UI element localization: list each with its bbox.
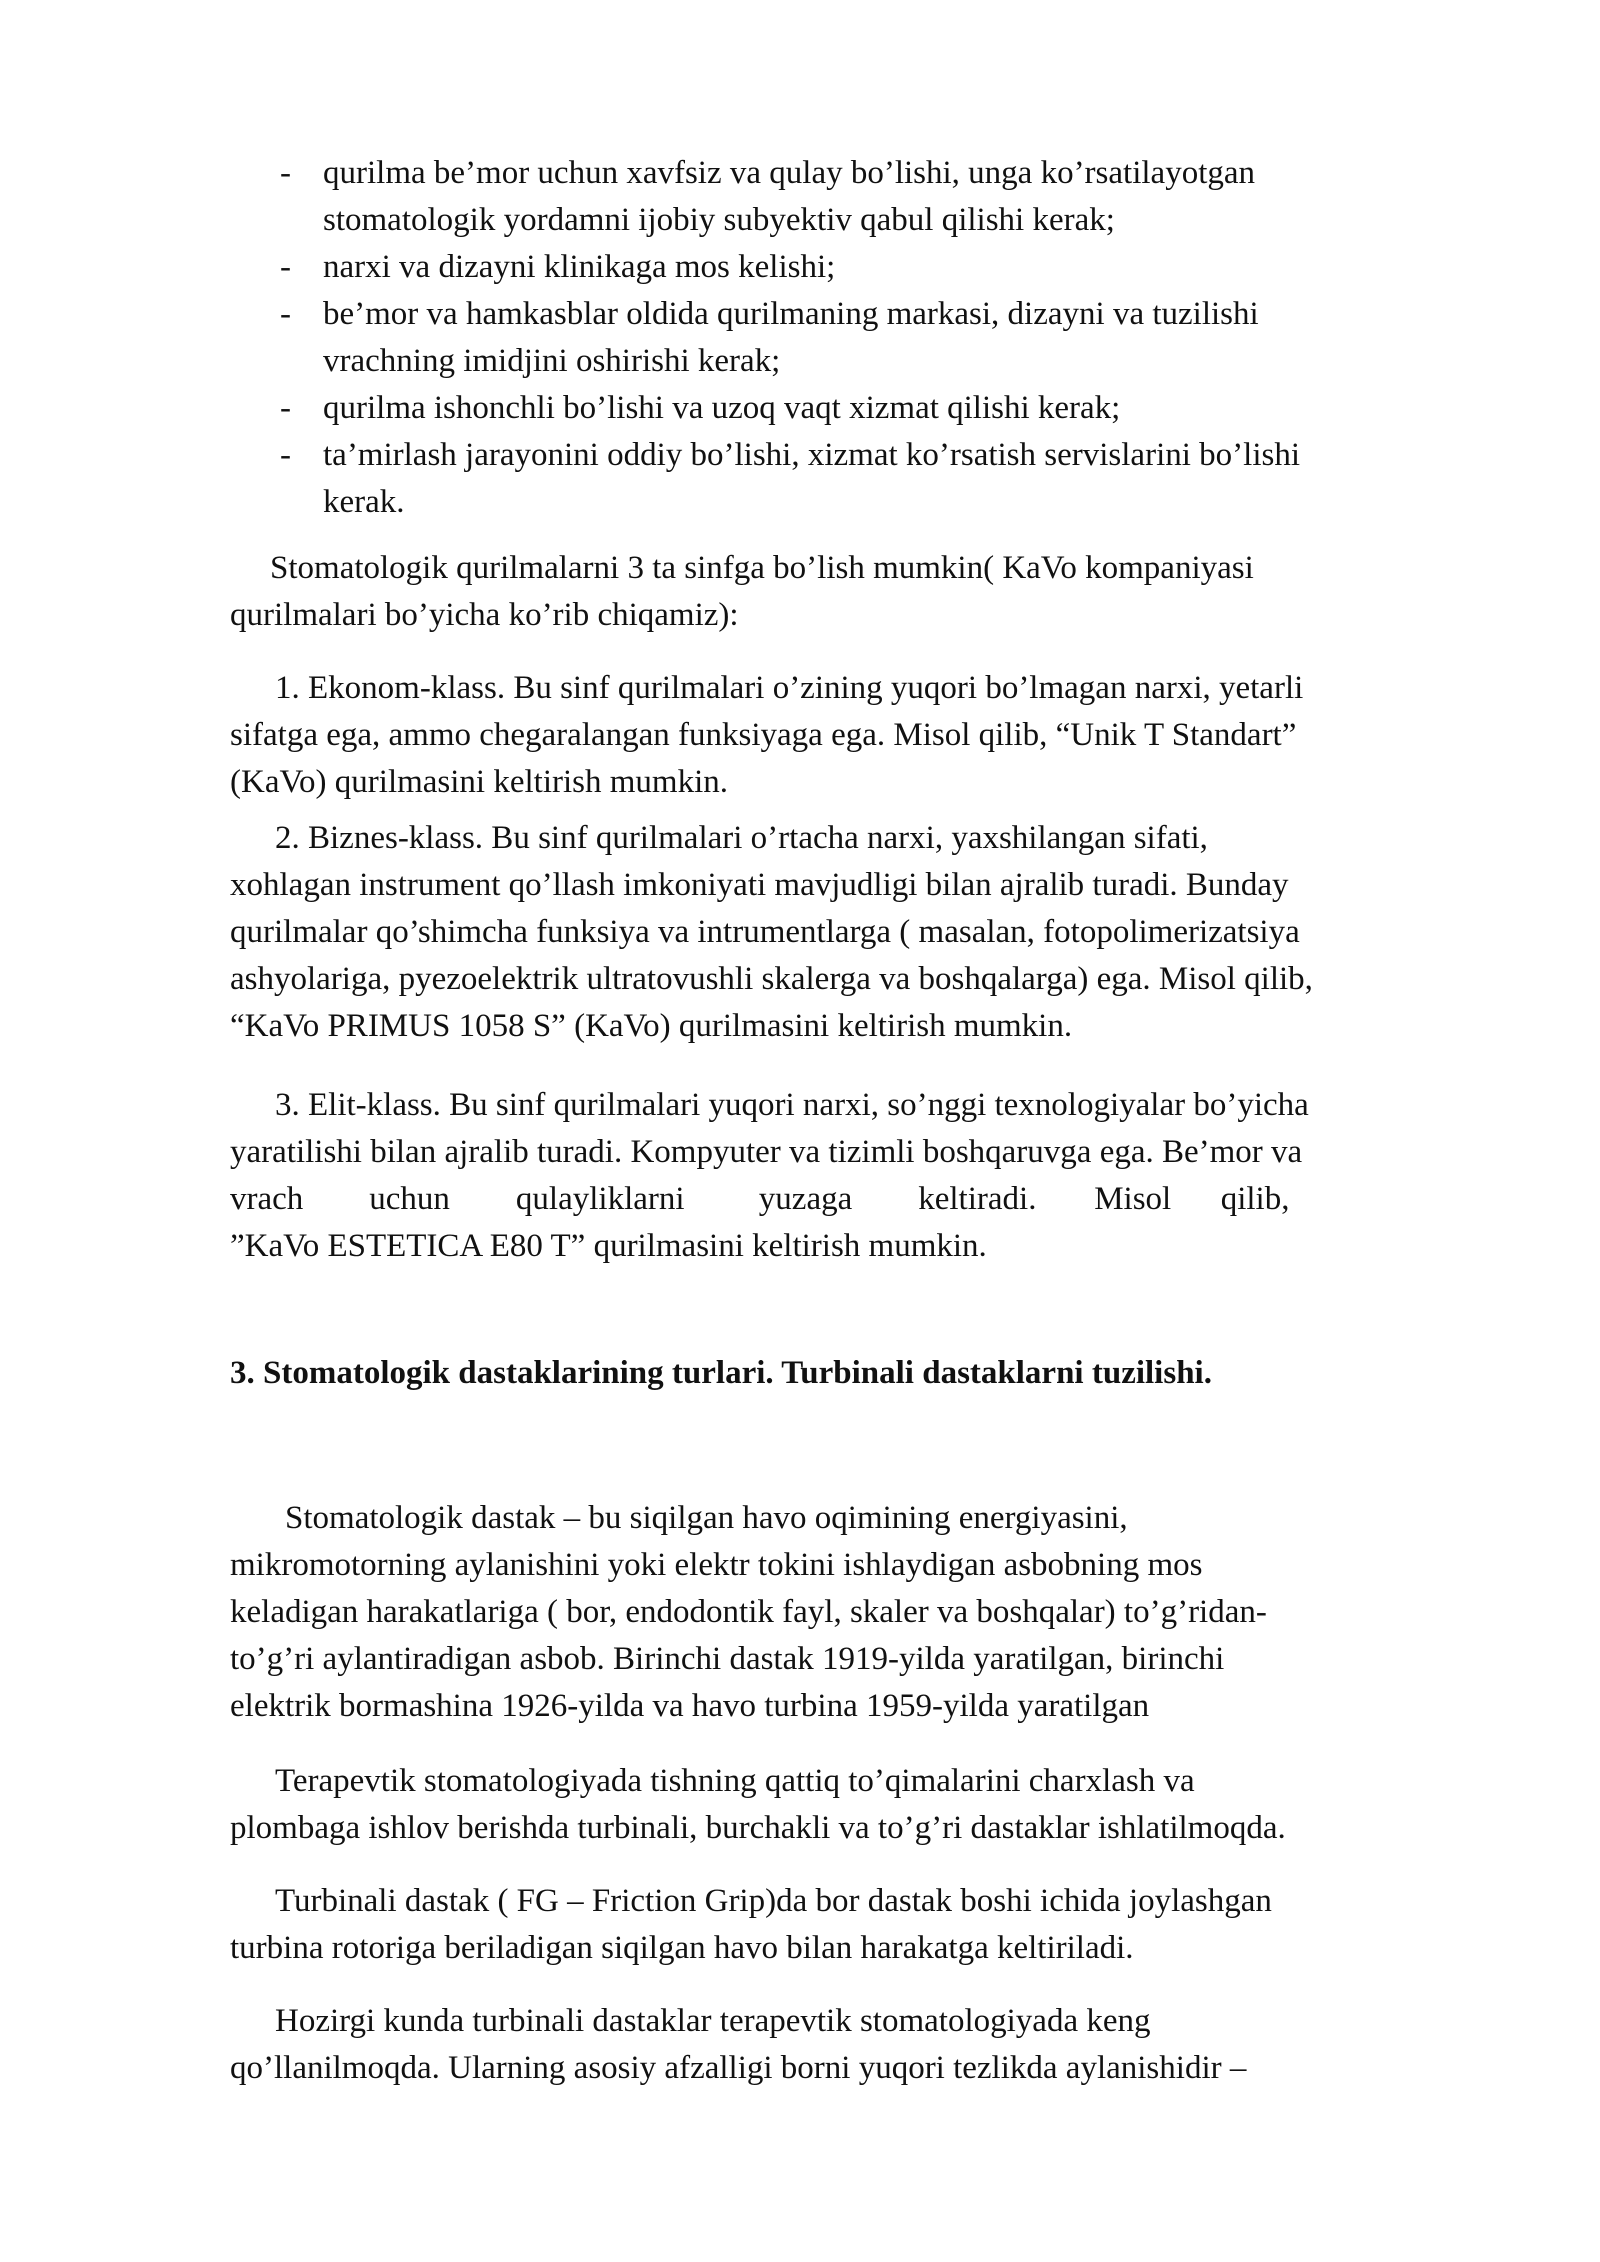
text-line: “KaVo PRIMUS 1058 S” (KaVo) qurilmasini keltirish mumkin. <box>230 1008 1073 1044</box>
text-line: Hozirgi kunda turbinali dastaklar terapevtik stomatologiyada keng <box>275 2003 1151 2039</box>
list-item <box>230 385 1470 432</box>
requirements-list <box>230 150 1470 526</box>
paragraph-therapy <box>230 1758 1470 1852</box>
text-line: Stomatologik qurilmalarni 3 ta sinfga bo’lish mumkin( KaVo kompaniyasi <box>270 550 1254 586</box>
paragraph-class-business <box>230 815 1470 1050</box>
text-line: 1. Ekonom-klass. Bu sinf qurilmalari o’zining yuqori bo’lmagan narxi, yetarli <box>275 670 1304 706</box>
list-item-line: ta’mirlash jarayonini oddiy bo’lishi, xizmat ko’rsatish servislarini bo’lishi <box>323 437 1300 473</box>
text-line: qo’llanilmoqda. Ularning asosiy afzalligi borni yuqori tezlikda aylanishidir – <box>230 2050 1247 2086</box>
list-item-line: qurilma be’mor uchun xavfsiz va qulay bo’lishi, unga ko’rsatilayotgan <box>323 155 1256 191</box>
text-line: sifatga ega, ammo chegaralangan funksiyaga ega. Misol qilib, “Unik T Standart” <box>230 717 1297 753</box>
text-line: 3. Elit-klass. Bu sinf qurilmalari yuqori narxi, so’nggi texnologiyalar bo’yicha <box>275 1087 1309 1123</box>
list-item-line: vrachning imidjini oshirishi kerak; <box>323 343 781 379</box>
text-line: to’g’ri aylantiradigan asbob. Birinchi dastak 1919-yilda yaratilgan, birinchi <box>230 1641 1225 1677</box>
list-item <box>230 432 1470 526</box>
text-line: Turbinali dastak ( FG – Friction Grip)da bor dastak boshi ichida joylashgan <box>275 1883 1272 1919</box>
paragraph-today <box>230 1998 1470 2092</box>
text-line: ”KaVo ESTETICA E80 T” qurilmasini keltirish mumkin. <box>230 1228 987 1264</box>
list-dash: - <box>280 296 291 332</box>
list-item <box>230 291 1470 385</box>
paragraph-turbine <box>230 1878 1470 1972</box>
paragraph-class-elite <box>230 1082 1470 1270</box>
text-line: Terapevtik stomatologiyada tishning qattiq to’qimalarini charxlash va <box>275 1763 1195 1799</box>
text-line: (KaVo) qurilmasini keltirish mumkin. <box>230 764 729 800</box>
paragraph-definition <box>230 1495 1470 1730</box>
list-dash: - <box>280 249 291 285</box>
list-item-line: narxi va dizayni klinikaga mos kelishi; <box>323 249 836 285</box>
text-line: xohlagan instrument qo’llash imkoniyati mavjudligi bilan ajralib turadi. Bunday <box>230 867 1289 903</box>
list-dash: - <box>280 437 291 473</box>
paragraph-intro <box>230 545 1470 639</box>
list-item <box>230 150 1470 244</box>
text-line: elektrik bormashina 1926-yilda va havo turbina 1959-yilda yaratilgan <box>230 1688 1150 1724</box>
text-line: plombaga ishlov berishda turbinali, burchakli va to’g’ri dastaklar ishlatilmoqda. <box>230 1810 1286 1846</box>
text-line: Stomatologik dastak – bu siqilgan havo oqimining energiyasini, <box>285 1500 1128 1536</box>
list-item-line: kerak. <box>323 484 405 520</box>
text-line: 2. Biznes-klass. Bu sinf qurilmalari o’rtacha narxi, yaxshilangan sifati, <box>275 820 1208 856</box>
text-line: qurilmalari bo’yicha ko’rib chiqamiz): <box>230 597 739 633</box>
list-dash: - <box>280 155 291 191</box>
section-heading: 3. Stomatologik dastaklarining turlari. Turbinali dastaklarni tuzilishi. <box>230 1355 1212 1391</box>
text-line: turbina rotoriga beriladigan siqilgan havo bilan harakatga keltiriladi. <box>230 1930 1134 1966</box>
paragraph-class-economy <box>230 665 1470 806</box>
list-dash: - <box>280 390 291 426</box>
text-line: yaratilishi bilan ajralib turadi. Kompyuter va tizimli boshqaruvga ega. Be’mor va <box>230 1134 1303 1170</box>
text-line: vrach uchun qulayliklarni yuzaga keltiradi. Misol qilib, <box>230 1181 1290 1217</box>
list-item-line: qurilma ishonchli bo’lishi va uzoq vaqt xizmat qilishi kerak; <box>323 390 1121 426</box>
list-item-line: be’mor va hamkasblar oldida qurilmaning markasi, dizayni va tuzilishi <box>323 296 1259 332</box>
text-line: qurilmalar qo’shimcha funksiya va intrumentlarga ( masalan, fotopolimerizatsiya <box>230 914 1300 950</box>
list-item <box>230 244 1470 291</box>
text-line: mikromotorning aylanishini yoki elektr tokini ishlaydigan asbobning mos <box>230 1547 1203 1583</box>
text-line: keladigan harakatlariga ( bor, endodontik fayl, skaler va boshqalar) to’g’ridan- <box>230 1594 1267 1630</box>
text-line: ashyolariga, pyezoelektrik ultratovushli skalerga va boshqalarga) ega. Misol qilib, <box>230 961 1313 997</box>
list-item-line: stomatologik yordamni ijobiy subyektiv qabul qilishi kerak; <box>323 202 1115 238</box>
